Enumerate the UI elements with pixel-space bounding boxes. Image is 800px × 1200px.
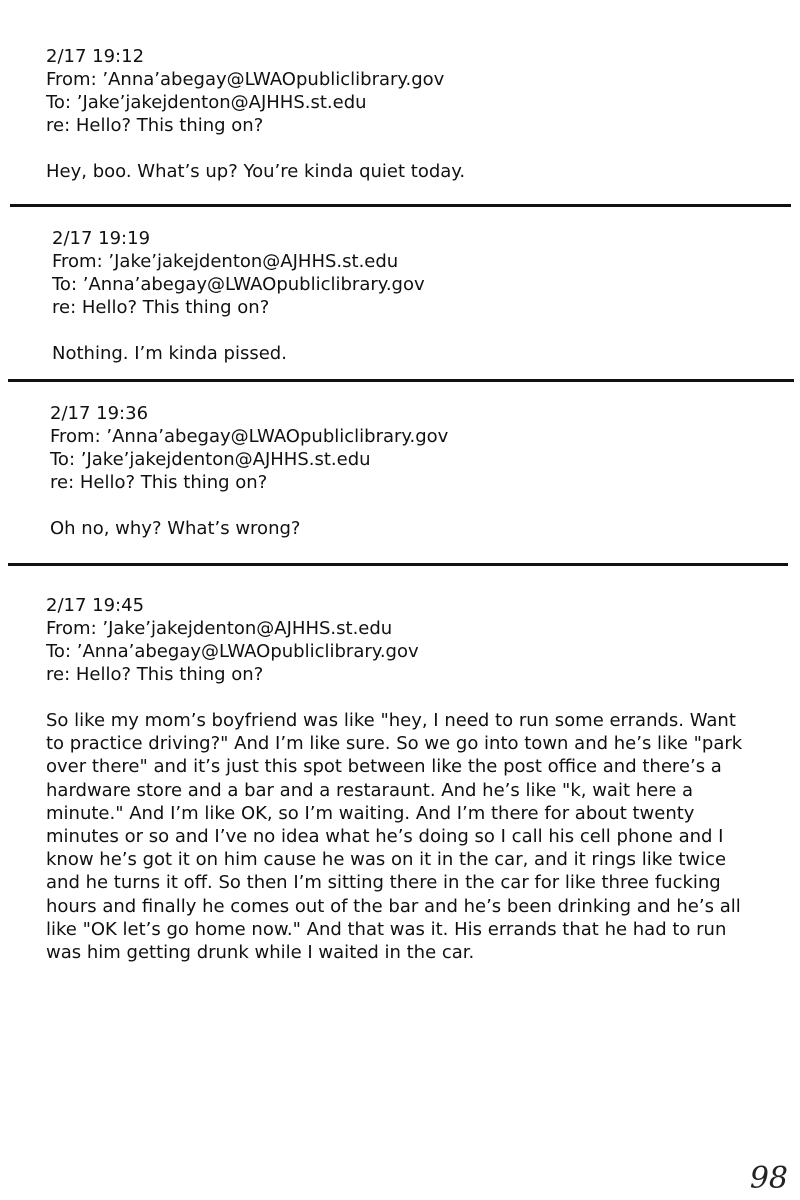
- timestamp: 2/17 19:12: [46, 46, 145, 67]
- email-message-3: [50, 402, 448, 540]
- subject-line: re: Hello? This thing on?: [52, 297, 270, 318]
- from-line: From: ’Jake’jakejdenton@AJHHS.st.edu: [52, 251, 399, 272]
- from-line: From: ’Anna’abegay@LWAOpubliclibrary.gov: [46, 69, 445, 90]
- divider: [8, 379, 794, 382]
- email-message-4: [46, 594, 746, 964]
- to-line: To: ’Jake’jakejdenton@AJHHS.st.edu: [50, 449, 371, 470]
- subject-line: re: Hello? This thing on?: [46, 664, 264, 685]
- subject-line: re: Hello? This thing on?: [46, 115, 264, 136]
- subject-line: re: Hello? This thing on?: [50, 472, 268, 493]
- from-line: From: ’Anna’abegay@LWAOpubliclibrary.gov: [50, 426, 449, 447]
- timestamp: 2/17 19:36: [50, 403, 149, 424]
- timestamp: 2/17 19:19: [52, 228, 151, 249]
- email-message-2: [52, 227, 425, 365]
- message-body: So like my mom’s boyfriend was like "hey, I need to run some errands. Want to practice driving?" And I’m like sure. So we go into town and he’s like "park over there" and it’s just this spot between like the post office and there’s a hardware store and a bar and a restaraunt. And he’s like "k, wait here a minute." And I’m like OK, so I’m waiting. And I’m there for about twenty minutes or so and I’ve no idea what he’s doing so I call his cell phone and I know he’s got it on him cause he was on it in the car, and it rings like twice and he turns it off. So then I’m sitting there in the car for like three fucking hours and finally he comes out of the bar and he’s been drinking and he’s all like "OK let’s go home now." And that was it. His errands that he had to run was him getting drunk while I waited in the car.: [46, 710, 743, 964]
- to-line: To: ’Anna’abegay@LWAOpubliclibrary.gov: [52, 274, 425, 295]
- to-line: To: ’Anna’abegay@LWAOpubliclibrary.gov: [46, 641, 419, 662]
- page-number: 98: [749, 1161, 788, 1196]
- timestamp: 2/17 19:45: [46, 595, 145, 616]
- message-body: Oh no, why? What’s wrong?: [50, 518, 301, 539]
- divider: [8, 563, 788, 566]
- message-body: Hey, boo. What’s up? You’re kinda quiet today.: [46, 161, 466, 182]
- from-line: From: ’Jake’jakejdenton@AJHHS.st.edu: [46, 618, 393, 639]
- message-body: Nothing. I’m kinda pissed.: [52, 343, 287, 364]
- email-message-1: [46, 45, 465, 183]
- divider: [10, 204, 791, 207]
- to-line: To: ’Jake’jakejdenton@AJHHS.st.edu: [46, 92, 367, 113]
